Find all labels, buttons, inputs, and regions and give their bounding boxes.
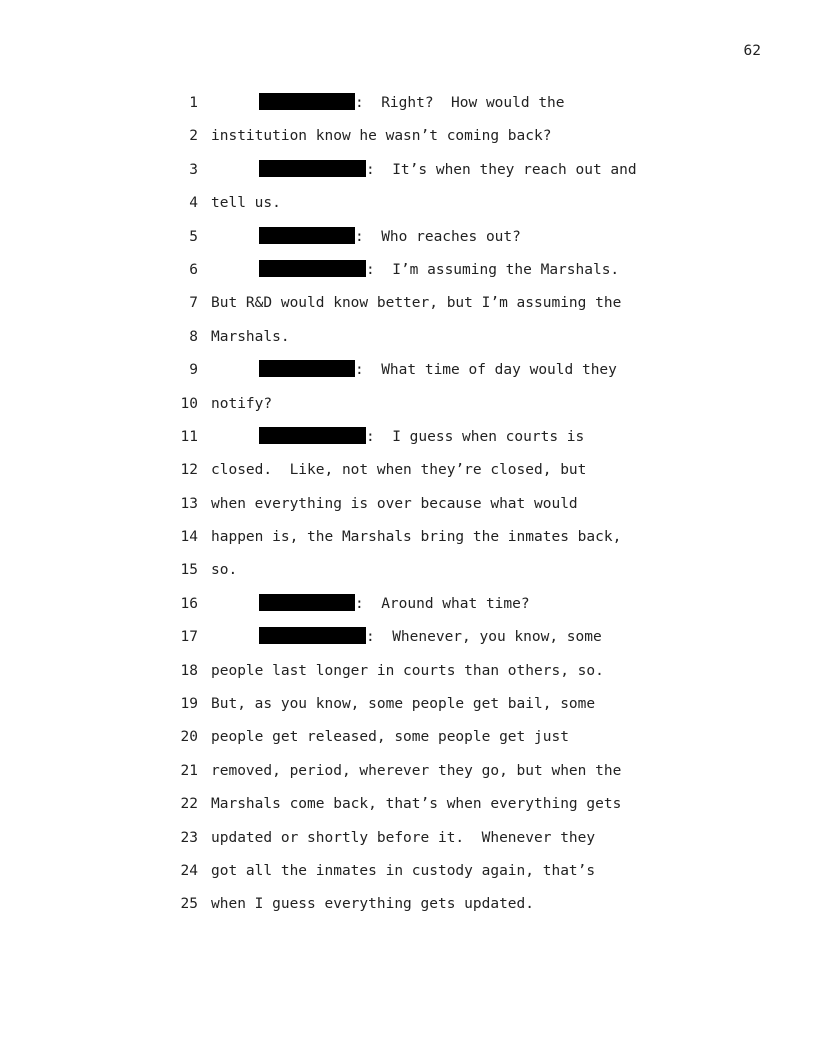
continuation-line [211, 721, 569, 754]
line-text: institution know he wasn’t coming back? [211, 128, 552, 145]
line-number: 22 [180, 796, 198, 813]
continuation-line [211, 454, 586, 487]
continuation-line [211, 655, 604, 688]
line-text: But, as you know, some people get bail, some [211, 696, 596, 713]
transcript-line [0, 755, 816, 788]
transcript-line [0, 888, 816, 921]
line-text: when everything is over because what would [211, 495, 578, 512]
speaker-line [259, 254, 619, 287]
continuation-line [211, 120, 551, 153]
line-text: closed. Like, not when they’re closed, but [211, 462, 587, 479]
line-text: But R&D would know better, but I’m assuming the [211, 295, 622, 312]
continuation-line [211, 688, 595, 721]
transcript-line [0, 120, 816, 153]
line-text: notify? [211, 395, 273, 412]
transcript-line [0, 354, 816, 387]
transcript-line [0, 421, 816, 454]
continuation-line [211, 755, 621, 788]
line-number: 18 [180, 662, 198, 679]
speaker-line [259, 621, 602, 654]
line-number: 13 [180, 495, 198, 512]
line-text: : Around what time? [355, 595, 530, 612]
speaker-line [259, 87, 565, 120]
line-number: 25 [180, 896, 198, 913]
line-number: 16 [180, 595, 198, 612]
line-text: got all the inmates in custody again, that’s [211, 862, 596, 879]
transcript-line [0, 721, 816, 754]
line-text: Marshals. [211, 328, 290, 345]
line-number: 9 [189, 362, 198, 379]
continuation-line [211, 321, 290, 354]
transcript-body [0, 87, 816, 922]
line-number: 23 [180, 829, 198, 846]
line-number: 3 [189, 161, 198, 178]
line-number: 2 [189, 128, 198, 145]
line-number: 7 [189, 295, 198, 312]
speaker-line [259, 588, 530, 621]
continuation-line [211, 488, 578, 521]
transcript-line [0, 154, 816, 187]
redacted-speaker-name [259, 360, 355, 377]
transcript-line [0, 855, 816, 888]
line-number: 14 [180, 529, 198, 546]
continuation-line [211, 521, 621, 554]
transcript-line [0, 87, 816, 120]
line-text: happen is, the Marshals bring the inmates back, [211, 529, 622, 546]
line-text: Marshals come back, that’s when everything gets [211, 796, 622, 813]
transcript-line [0, 521, 816, 554]
line-text: : Whenever, you know, some [366, 629, 602, 646]
line-number: 10 [180, 395, 198, 412]
transcript-line [0, 321, 816, 354]
line-number: 15 [180, 562, 198, 579]
redacted-speaker-name [259, 160, 366, 177]
continuation-line [211, 287, 621, 320]
line-text: : Who reaches out? [355, 228, 521, 245]
continuation-line [211, 187, 281, 220]
continuation-line [211, 822, 595, 855]
line-number: 11 [180, 428, 198, 445]
speaker-line [259, 221, 521, 254]
line-number: 8 [189, 328, 198, 345]
line-number: 20 [180, 729, 198, 746]
continuation-line [211, 554, 237, 587]
line-text: : What time of day would they [355, 362, 617, 379]
line-number: 1 [189, 95, 198, 111]
line-number: 24 [180, 862, 198, 879]
line-number: 12 [180, 462, 198, 479]
redacted-speaker-name [259, 227, 355, 244]
transcript-line [0, 488, 816, 521]
redacted-speaker-name [259, 260, 366, 277]
speaker-line [259, 421, 584, 454]
redacted-speaker-name [259, 93, 355, 110]
transcript-line [0, 621, 816, 654]
line-number: 21 [180, 762, 198, 779]
line-text: people get released, some people get just [211, 729, 569, 746]
transcript-line [0, 688, 816, 721]
line-number: 17 [180, 629, 198, 646]
transcript-line [0, 254, 816, 287]
redacted-speaker-name [259, 594, 355, 611]
continuation-line [211, 388, 272, 421]
line-text: : It’s when they reach out and [366, 161, 637, 178]
transcript-line [0, 221, 816, 254]
speaker-line [259, 354, 617, 387]
continuation-line [211, 788, 621, 821]
line-text: people last longer in courts than others, so. [211, 662, 604, 679]
transcript-line [0, 822, 816, 855]
line-text: : I’m assuming the Marshals. [366, 261, 620, 278]
line-text: removed, period, wherever they go, but when the [211, 762, 622, 779]
transcript-line [0, 187, 816, 220]
redacted-speaker-name [259, 427, 366, 444]
line-text: tell us. [211, 195, 281, 212]
line-text: : Right? How would the [355, 95, 565, 111]
line-text: so. [211, 562, 238, 579]
line-text: when I guess everything gets updated. [211, 896, 535, 913]
transcript-line [0, 788, 816, 821]
line-text: updated or shortly before it. Whenever they [211, 829, 596, 846]
page-number: 62 [743, 43, 761, 59]
speaker-line [259, 154, 637, 187]
transcript-line [0, 554, 816, 587]
line-number: 4 [189, 195, 198, 212]
line-number: 5 [189, 228, 198, 245]
transcript-line [0, 588, 816, 621]
transcript-line [0, 287, 816, 320]
line-text: : I guess when courts is [366, 428, 585, 445]
continuation-line [211, 888, 534, 921]
line-number: 6 [189, 261, 198, 278]
transcript-line [0, 454, 816, 487]
transcript-line [0, 655, 816, 688]
continuation-line [211, 855, 595, 888]
line-number: 19 [180, 696, 198, 713]
redacted-speaker-name [259, 627, 366, 644]
transcript-line [0, 388, 816, 421]
